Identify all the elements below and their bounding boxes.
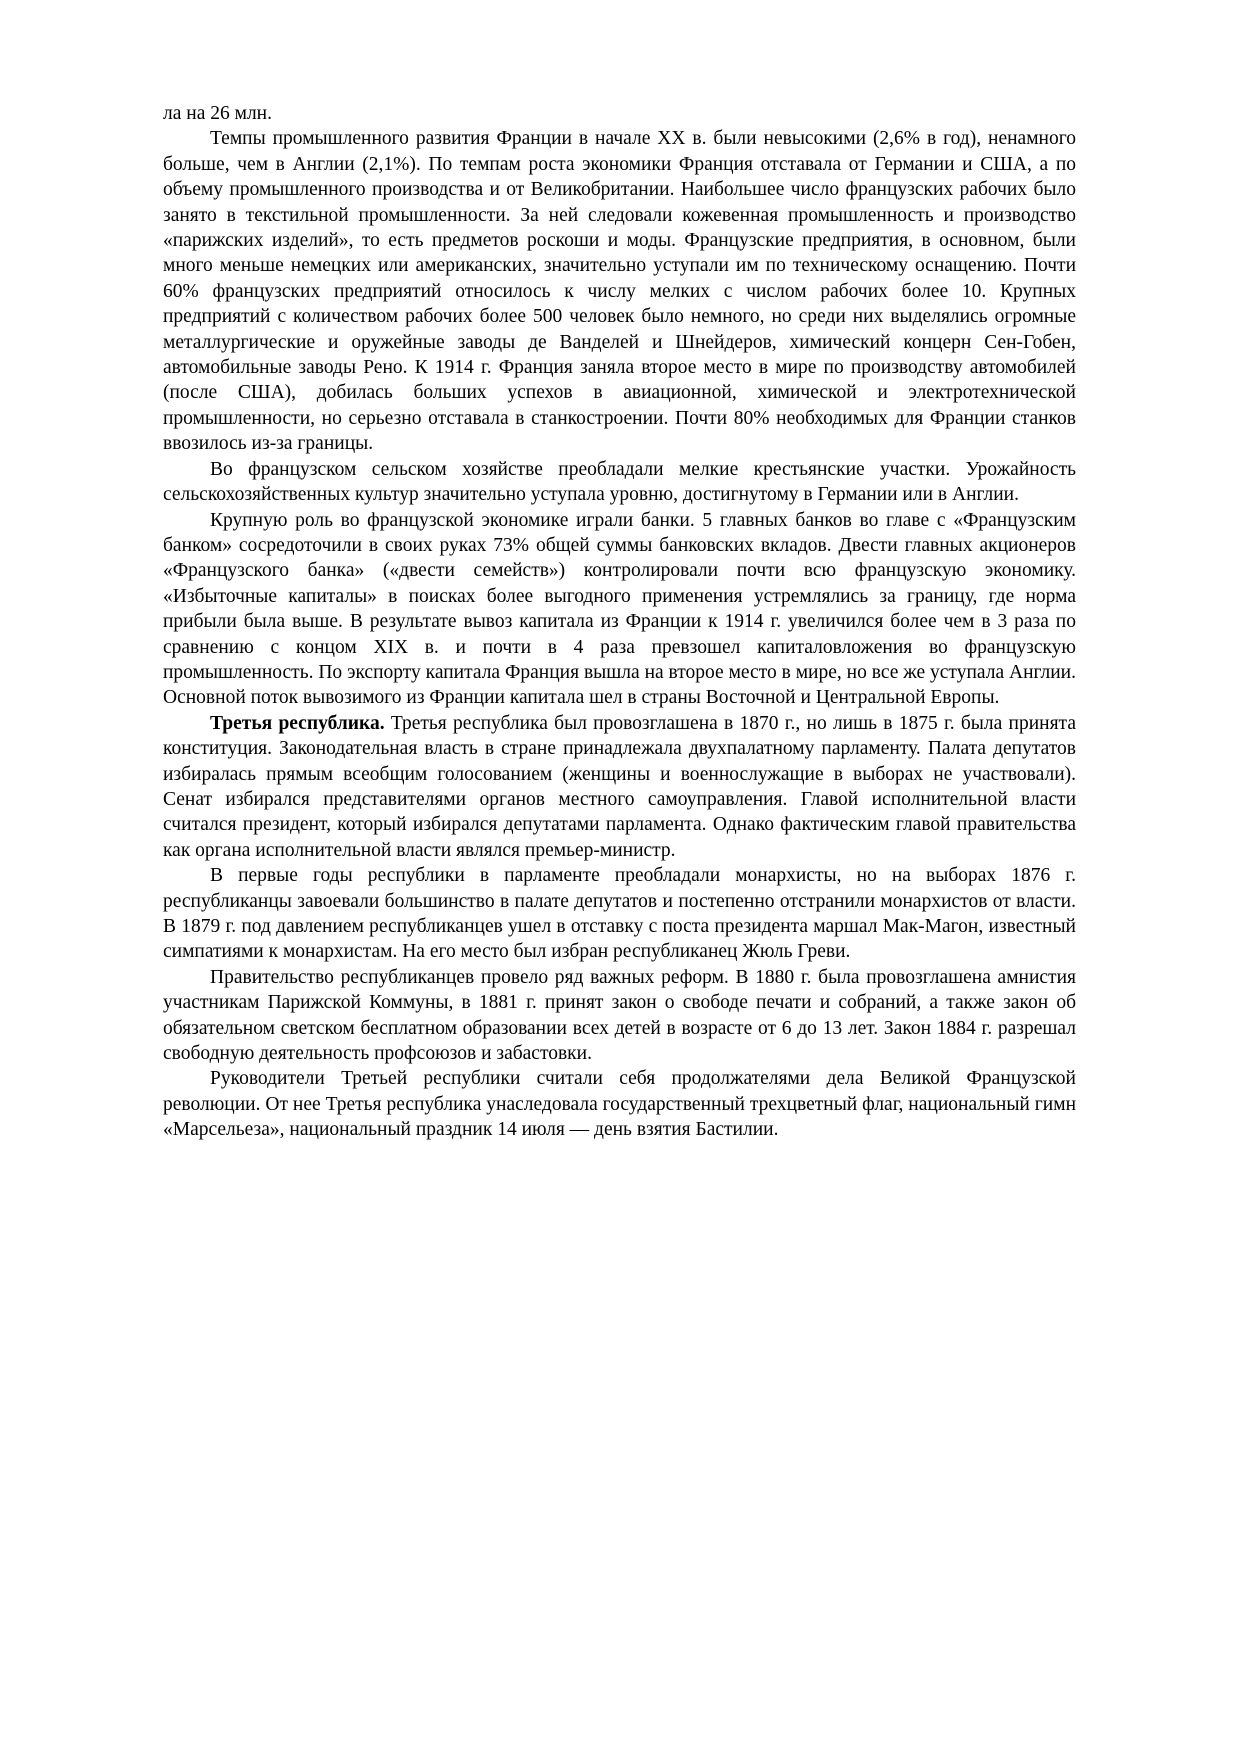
paragraph-lead: Третья республика.: [210, 712, 385, 734]
paragraph: ла на 26 млн.: [163, 103, 272, 124]
paragraph: Темпы промышленного развития Франции в начале XX в. были невысокими (2,6% в год), ненамного больше, чем в Англии (2,1%). По темпам роста экономики Франция отставала от Германии и США, а по объему промышленного производства и от Великобритании. Наибольшее число французских рабочих было занято в текстильной промышленности. За ней следовали кожевенная промышленность и производство «парижских изделий», то есть предметов роскоши и моды. Французские предприятия, в основном, были много меньше немецких или американских, значительно уступали им по техническому оснащению. Почти 60% французских предприятий относилось к числу мелких с числом рабочих более 10. Крупных предприятий с количеством рабочих более 500 человек было немного, но среди них выделялись огромные металлургические и оружейные заводы де Ванделей и Шнейдеров, химический концерн Сен-Гобен, автомобильные заводы Рено. К 1914 г. Франция заняла второе место в мире по производству автомобилей (после США), добилась больших успехов в авиационной, химической и электротехнической промышленности, но серьезно отставала в станкостроении. Почти 80% необходимых для Франции станков ввозилось из-за границы.: [163, 128, 1076, 455]
paragraph: Правительство республиканцев провело ряд важных реформ. В 1880 г. была провозглашена амнистия участникам Парижской Коммуны, в 1881 г. принят закон о свободе печати и собраний, а также закон об обязательном светском бесплатном образовании всех детей в возрасте от 6 до 13 лет. Закон 1884 г. разрешал свободную деятельность профсоюзов и забастовки.: [163, 966, 1076, 1065]
paragraph: Третья республика. Третья республика был провозглашена в 1870 г., но лишь в 1875 г. была принята конституция. Законодательная власть в стране принадлежала двухпалатному парламенту. Палата депутатов избиралась прямым всеобщим голосованием (женщины и военнослужащие в выборах не участвовали). Сенат избирался представителями органов местного самоуправления. Главой исполнительной власти считался президент, который избирался депутатами парламента. Однако фактическим главой правительства как органа исполнительной власти являлся премьер-министр.: [163, 712, 1076, 861]
paragraph: В первые годы республики в парламенте преобладали монархисты, но на выборах 1876 г. республиканцы завоевали большинство в палате депутатов и постепенно отстранили монархистов от власти. В 1879 г. под давлением республиканцев ушел в отставку с поста президента маршал Мак-Магон, известный симпатиями к монархистам. На его место был избран республиканец Жюль Греви.: [163, 865, 1076, 963]
paragraph: Крупную роль во французской экономике играли банки. 5 главных банков во главе с «Французским банком» сосредоточили в своих руках 73% общей суммы банковских вкладов. Двести главных акционеров «Французского банка» («двести семейств») контролировали почти всю французскую экономику. «Избыточные капиталы» в поисках более выгодного применения устремлялись за границу, где норма прибыли была выше. В результате вывоз капитала из Франции к 1914 г. увеличился более чем в 3 раза по сравнению с концом XIX в. и почти в 4 раза превзошел капиталовложения во французскую промышленность. По экспорту капитала Франция вышла на второе место в мире, но все же уступала Англии. Основной поток вывозимого из Франции капитала шел в страны Восточной и Центральной Европы.: [163, 509, 1076, 709]
paragraph: Во французском сельском хозяйстве преобладали мелкие крестьянские участки. Урожайность сельскохозяйственных культур значительно уступала уровню, достигнутому в Германии или в Англии.: [163, 458, 1076, 506]
paragraph: Руководители Третьей республики считали себя продолжателями дела Великой Французской революции. От нее Третья республика унаследовала государственный трехцветный флаг, национальный гимн «Марсельеза», национальный праздник 14 июля — день взятия Бастилии.: [163, 1068, 1076, 1141]
document-body: [163, 101, 1076, 1143]
